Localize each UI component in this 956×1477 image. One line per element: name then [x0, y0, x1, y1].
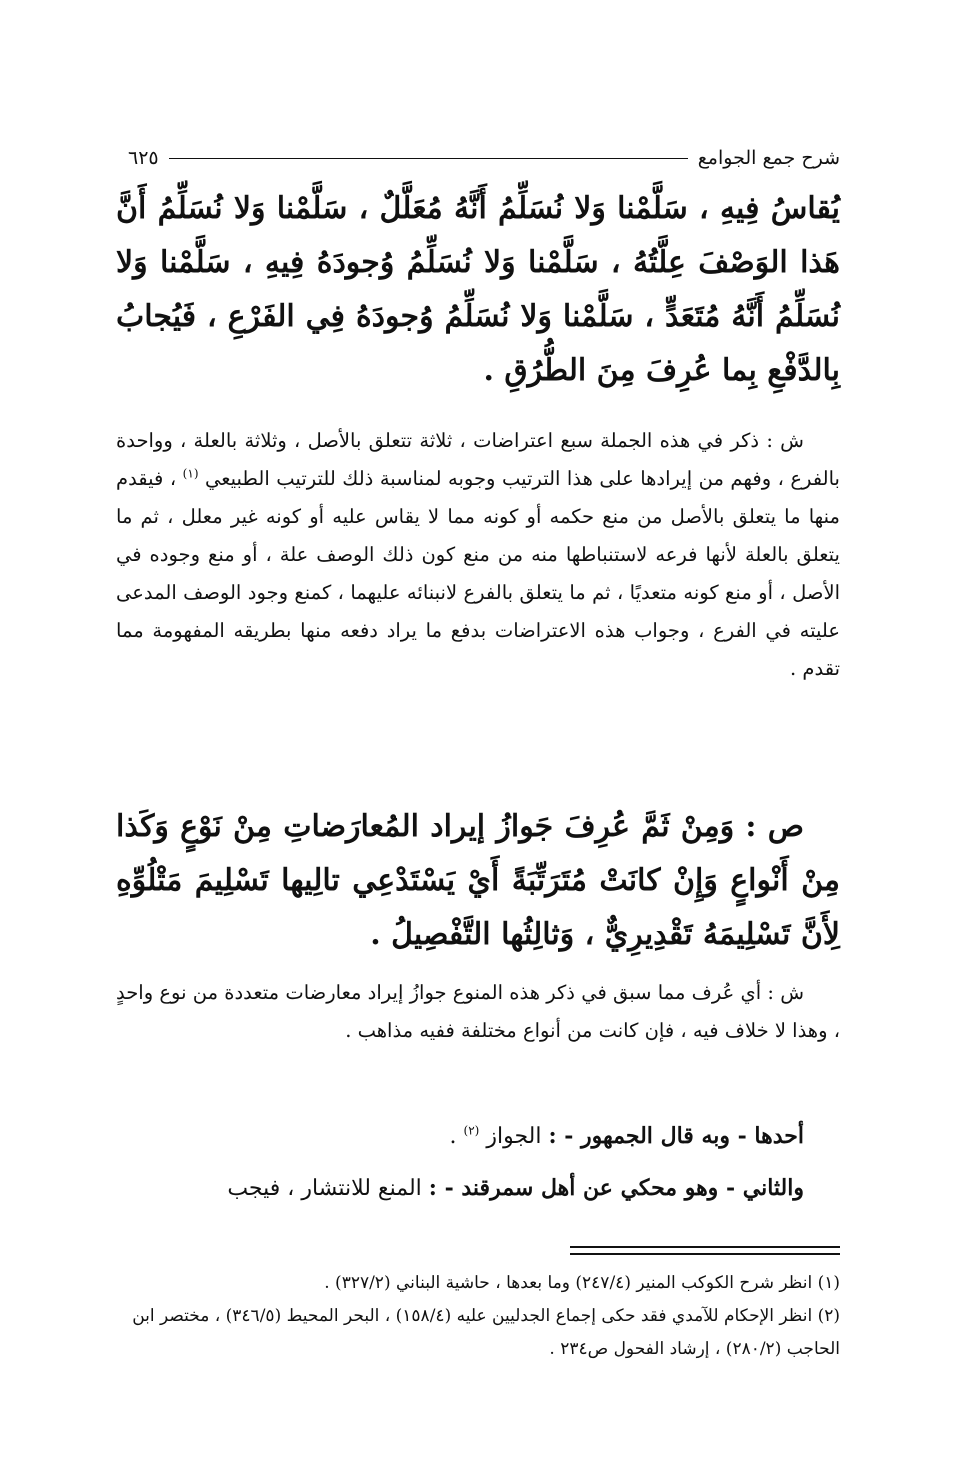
sharh-1-text-a: ش : ذكر في هذه الجملة سبع اعتراضات ، ثلاثة تتعلق بالأصل ، وثلاثة بالعلة ، وواحدة بالفرع ، وفهم من إيرادها على هذا الترتيب وجوبه لمناسبة ذلك للترتيب الطبيعي — [116, 429, 840, 490]
opinion-2-text: المنع للانتشار ، فيجب — [227, 1176, 422, 1201]
header-rule — [169, 158, 688, 159]
footnote-rule — [570, 1246, 840, 1248]
sharh-1-text-b: ، فيقدم منها ما يتعلق بالأصل من منع حكمه أو كونه مما لا يقاس عليه أو كونه غير معلل ، ثم ما يتعلق بالعلة لأنها فرعه لاستنباطها منه من منع كون ذلك الوصف علة ، أو منع وجوده في الأصل ، أو منع كونه متعديًا ، ثم ما يتعلق بالفرع لانبنائه عليهما ، كمنع وجود الوصف المدعى عليته في الفرع ، وجواب هذه الاعتراضات بدفع ما يراد دفعه منها بطريقه المفهومة مما تقدم . — [116, 467, 840, 680]
matn-paragraph-1: يُقاسُ فِيهِ ، سَلَّمْنا وَلا نُسَلِّمُ أَنَّهُ مُعَلَّلٌ ، سَلَّمْنا وَلا نُسَلِّمُ أَنَّ هَذا الوَصْفَ عِلَّتُهُ ، سَلَّمْنا وَلا نُسَلِّمُ وُجودَهُ فِيهِ ، سَلَّمْنا وَلا نُسَلِّمُ أَنَّهُ مُتَعَدٍّ ، سَلَّمْنا وَلا نُسَلِّمُ وُجودَهُ فِي الفَرْعِ ، فَيُجابُ بِالدَّفْعِ بِما عُرِفَ مِنَ الطُّرُقِ . — [116, 191, 840, 388]
matn-paragraph-2: ص : وَمِنْ ثَمَّ عُرِفَ جَوازُ إيراد المُعارَضاتِ مِنْ نَوْعٍ وَكَذا مِنْ أَنْواعٍ وَإِنْ كانَتْ مُتَرَتِّبَةً أَيْ يَسْتَدْعِي تالِيها تَسْلِيمَ مَتْلُوِّهِ لِأَنَّ تَسْلِيمَهُ تَقْدِيرِيٌّ ، وَثالِثُها التَّفْصِيلُ . — [116, 809, 840, 952]
footnote-rule-double — [570, 1253, 840, 1255]
sharh-paragraph-2: ش : أي عُرف مما سبق في ذكر هذه المنوع جوازُ إيراد معارضات متعددة من نوع واحدٍ ، وهذا لا خلاف فيه ، فإن كانت من أنواع مختلفة ففيه مذاهب . — [116, 981, 840, 1042]
footnote-ref-2[interactable]: (٢) — [463, 1123, 480, 1138]
footnote-ref-1[interactable]: (١) — [182, 466, 199, 481]
running-header — [128, 140, 840, 176]
opinion-line-1 — [116, 1116, 840, 1157]
running-title: شرح جمع الجوامع — [697, 147, 840, 169]
footnotes — [116, 1267, 840, 1366]
opinion-1-text: الجواز — [486, 1124, 542, 1149]
footnote-2: (٢) انظر الإحكام للآمدي فقد حكى إجماع الجدليين عليه (١٥٨/٤) ، البحر المحيط (٣٤٦/٥) ، مختصر ابن الحاجب (٢٨٠/٢) ، إرشاد الفحول ص٢٣٤ . — [132, 1306, 840, 1359]
opinion-line-2 — [116, 1168, 840, 1209]
opinion-1-end: . — [449, 1124, 457, 1149]
footnote-1: (١) انظر شرح الكوكب المنير (٢٤٧/٤) وما بعدها ، حاشية البناني (٣٢٧/٢) . — [324, 1273, 840, 1293]
page-number: ٦٢٥ — [128, 147, 159, 169]
sharh-paragraph-1 — [116, 422, 840, 688]
opinion-2-lead: والثاني - وهو محكي عن أهل سمرقند - : — [428, 1175, 804, 1201]
opinion-1-lead: أحدها - وبه قال الجمهور - : — [548, 1123, 804, 1149]
